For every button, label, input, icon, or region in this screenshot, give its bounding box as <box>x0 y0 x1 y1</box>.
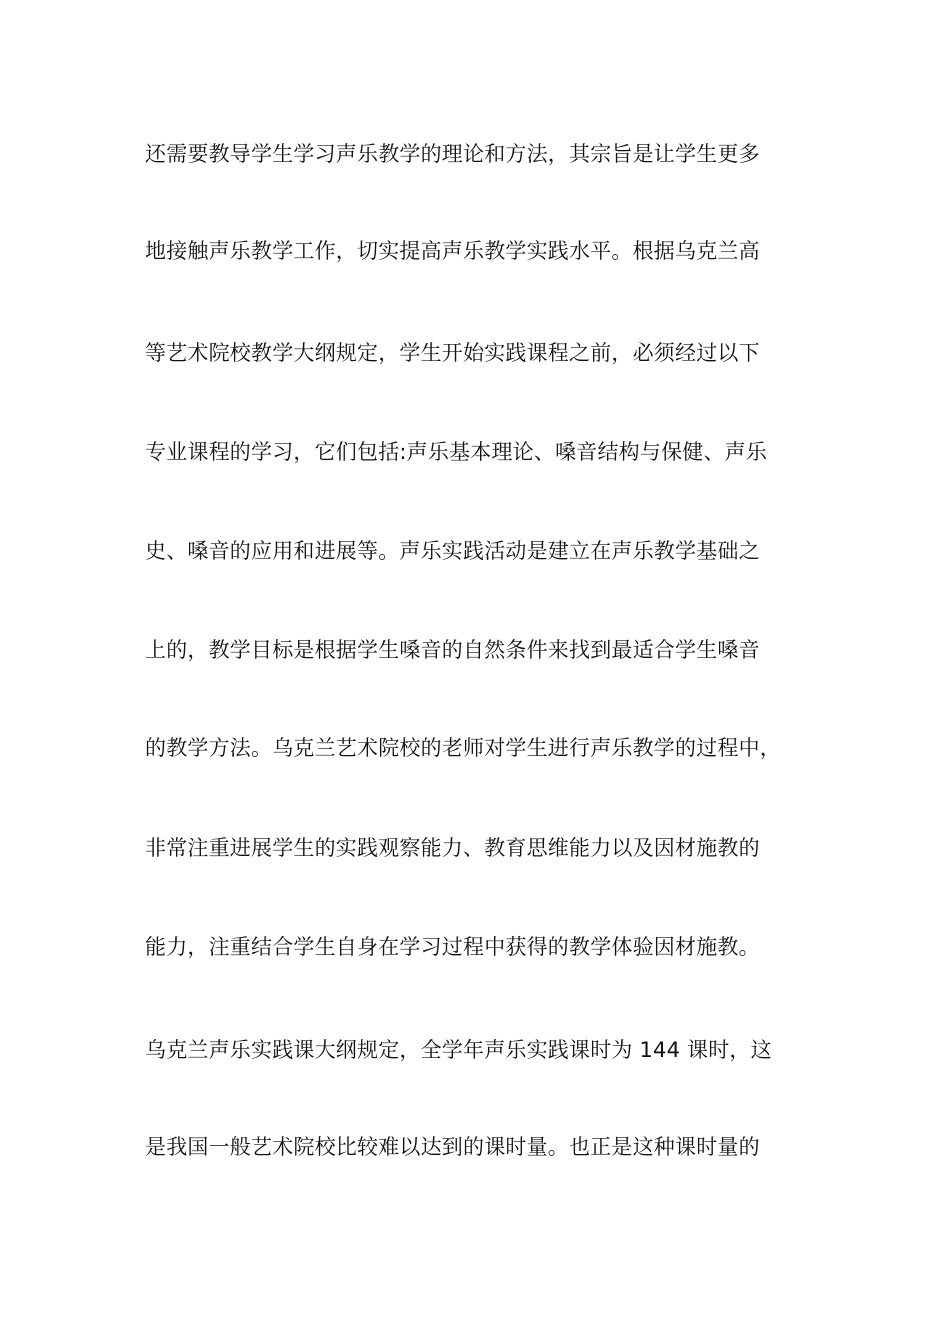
text-line: 能力，注重结合学生自身在学习过程中获得的教学体验因材施教。 <box>145 935 760 959</box>
text-line: 地接触声乐教学工作，切实提高声乐教学实践水平。根据乌克兰高 <box>145 239 760 263</box>
text-line: 等艺术院校教学大纲规定，学生开始实践课程之前，必须经过以下 <box>145 341 760 365</box>
text-line: 还需要教导学生学习声乐教学的理论和方法，其宗旨是让学生更多 <box>145 142 760 166</box>
text-line: 是我国一般艺术院校比较难以达到的课时量。也正是这种课时量的 <box>145 1135 760 1159</box>
text-line: 乌克兰声乐实践课大纲规定，全学年声乐实践课时为 144 课时，这 <box>145 1038 772 1062</box>
text-line: 专业课程的学习，它们包括:声乐基本理论、嗓音结构与保健、声乐 <box>145 440 768 464</box>
text-line: 上的，教学目标是根据学生嗓音的自然条件来找到最适合学生嗓音 <box>145 638 760 662</box>
text-line: 史、嗓音的应用和进展等。声乐实践活动是建立在声乐教学基础之 <box>145 539 760 563</box>
text-line: 的教学方法。乌克兰艺术院校的老师对学生进行声乐教学的过程中， <box>145 736 781 760</box>
text-line: 非常注重进展学生的实践观察能力、教育思维能力以及因材施教的 <box>145 836 760 860</box>
